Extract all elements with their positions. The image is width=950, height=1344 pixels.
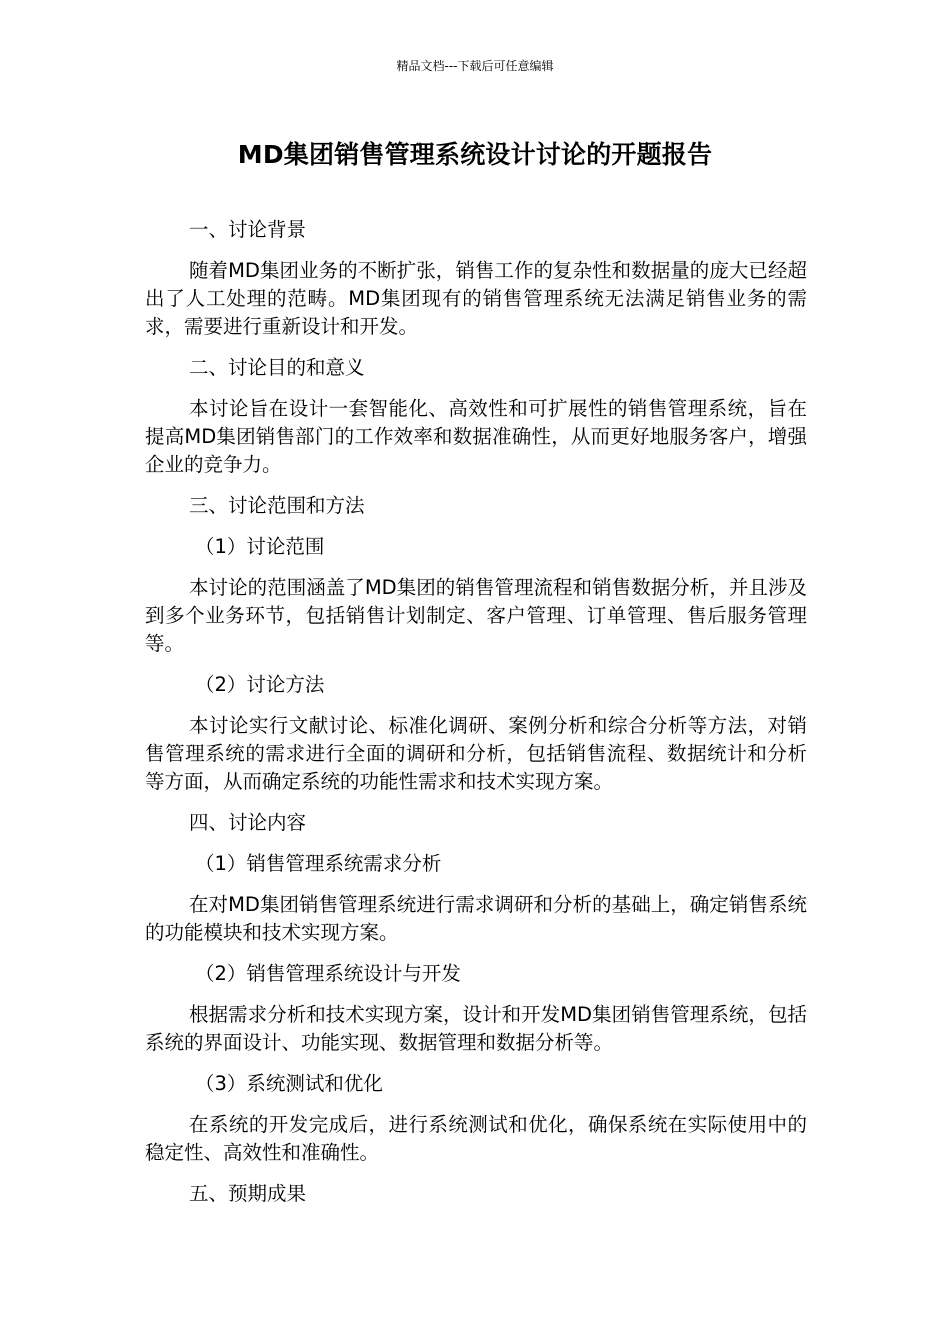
document-title: MD集团销售管理系统设计讨论的开题报告 (237, 140, 713, 169)
subheading-method: （2）讨论方法 (195, 673, 325, 696)
section-heading-background: 一、讨论背景 (189, 218, 307, 241)
paragraph-scope: 本讨论的范围涵盖了MD集团的销售管理流程和销售数据分析，并且涉及到多个业务环节，包括销售计划制定、客户管理、订单管理、售后服务管理等。 (145, 576, 807, 655)
subheading-testing: （3）系统测试和优化 (195, 1072, 383, 1095)
paragraph-background: 随着MD集团业务的不断扩张，销售工作的复杂性和数据量的庞大已经超出了人工处理的范畴。MD集团现有的销售管理系统无法满足销售业务的需求，需要进行重新设计和开发。 (145, 259, 807, 338)
paragraph-design-development: 根据需求分析和技术实现方案，设计和开发MD集团销售管理系统，包括系统的界面设计、功能实现、数据管理和数据分析等。 (145, 1003, 807, 1054)
document-body (145, 216, 807, 1221)
section-heading-purpose: 二、讨论目的和意义 (189, 356, 365, 379)
paragraph-requirements: 在对MD集团销售管理系统进行需求调研和分析的基础上，确定销售系统的功能模块和技术实现方案。 (145, 893, 807, 944)
section-heading-expected-results: 五、预期成果 (189, 1182, 307, 1205)
paragraph-method: 本讨论实行文献讨论、标准化调研、案例分析和综合分析等方法，对销售管理系统的需求进行全面的调研和分析，包括销售流程、数据统计和分析等方面，从而确定系统的功能性需求和技术实现方案。 (145, 714, 807, 793)
paragraph-testing: 在系统的开发完成后，进行系统测试和优化，确保系统在实际使用中的稳定性、高效性和准确性。 (145, 1113, 807, 1164)
subheading-scope: （1）讨论范围 (195, 535, 325, 558)
section-heading-content: 四、讨论内容 (189, 811, 307, 834)
page-header: 精品文档---下载后可任意编辑 (396, 59, 554, 73)
subheading-design-development: （2）销售管理系统设计与开发 (195, 962, 461, 985)
section-heading-scope-method: 三、讨论范围和方法 (189, 494, 365, 517)
paragraph-purpose: 本讨论旨在设计一套智能化、高效性和可扩展性的销售管理系统，旨在提高MD集团销售部门的工作效率和数据准确性，从而更好地服务客户，增强企业的竞争力。 (145, 397, 807, 476)
subheading-requirements: （1）销售管理系统需求分析 (195, 852, 442, 875)
